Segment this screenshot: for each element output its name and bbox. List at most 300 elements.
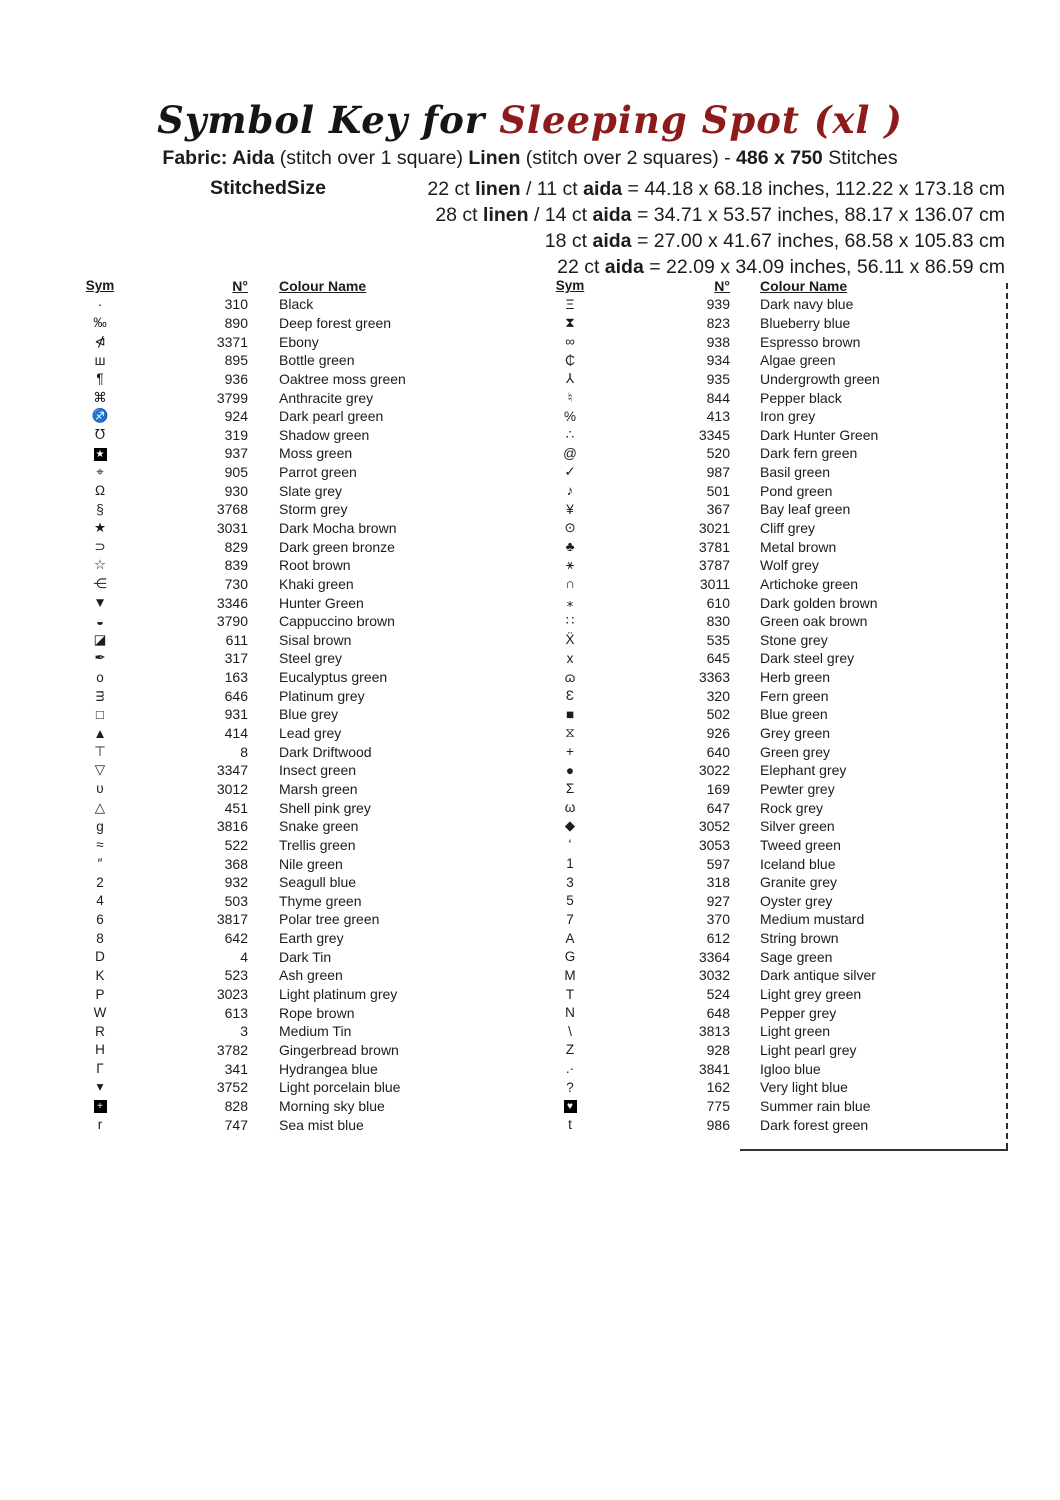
stitch-symbol: ⌖ (96, 464, 104, 480)
stitch-symbol: R (95, 1023, 105, 1039)
colour-name: Light pearl grey (760, 1041, 857, 1058)
thread-number: 523 (224, 967, 248, 984)
stitch-symbol: 2 (96, 874, 104, 890)
table-row (542, 929, 880, 948)
table-row (72, 612, 406, 631)
table-right-border (1006, 283, 1008, 1149)
table-row (542, 1022, 880, 1041)
table-row (72, 686, 406, 705)
stitch-symbol: · (97, 296, 103, 312)
thread-number: 4 (240, 948, 248, 965)
text-segment: linen (475, 178, 521, 200)
stitch-symbol: D (95, 949, 105, 965)
colour-name: Dark Hunter Green (760, 426, 879, 443)
stitch-symbol: H (95, 1042, 105, 1058)
colour-name: Green oak brown (760, 613, 868, 630)
stitched-size-label: StitchedSize (210, 177, 326, 199)
thread-number: 3347 (216, 762, 248, 779)
table-row (72, 537, 406, 556)
table-row (72, 910, 406, 929)
thread-number: 367 (706, 501, 730, 518)
thread-number: 932 (224, 874, 248, 891)
text-segment: linen (483, 204, 529, 226)
page-title-pattern-name: Sleeping Spot (xl ) (499, 98, 903, 142)
stitch-symbol: A (565, 930, 575, 946)
stitch-symbol: ∩ (565, 576, 575, 592)
thread-number: 3781 (698, 538, 730, 555)
colour-name: Shadow green (279, 426, 370, 443)
colour-name: Igloo blue (760, 1060, 821, 1077)
colour-name: Tweed green (760, 836, 841, 853)
thread-number: 935 (706, 370, 730, 387)
table-row (72, 388, 406, 407)
thread-number: 823 (706, 314, 730, 331)
colour-name: Fern green (760, 687, 829, 704)
table-rows-right (542, 295, 880, 1134)
table-row (542, 314, 880, 333)
stitch-symbol: 7 (566, 911, 574, 927)
table-row (72, 649, 406, 668)
colour-name: Stone grey (760, 631, 828, 648)
text-segment: 22 ct (557, 256, 605, 278)
thread-number: 3 (240, 1023, 248, 1040)
stitch-symbol: ᴟ (95, 688, 105, 704)
thread-number: 934 (706, 352, 730, 369)
stitched-size-lines (0, 176, 1005, 280)
thread-number: 3799 (216, 389, 248, 406)
colour-name: Cliff grey (760, 520, 815, 536)
stitch-symbol: □ (95, 706, 105, 722)
table-row (542, 1115, 880, 1134)
table-row (542, 873, 880, 892)
thread-number: 8 (240, 743, 248, 760)
stitch-symbol: Ẍ (565, 632, 575, 648)
table-row (542, 966, 880, 985)
thread-number: 320 (706, 687, 730, 704)
thread-number: 926 (706, 725, 730, 742)
text-segment: = 27.00 x 41.67 inches, 68.58 x 105.83 cm (631, 230, 1005, 252)
text-segment: 18 ct (544, 230, 593, 252)
text-segment: Stitches (822, 147, 898, 169)
thread-number: 924 (224, 408, 248, 425)
stitch-symbol: ⅄ (565, 370, 575, 386)
colour-name: Cappuccino brown (279, 613, 395, 630)
stitched-size-line (0, 202, 1005, 228)
text-segment: = 22.09 x 34.09 inches, 56.11 x 86.59 cm (643, 256, 1005, 278)
table-row (542, 985, 880, 1004)
stitch-symbol: Ξ (565, 296, 575, 312)
table-row (72, 463, 406, 482)
stitch-symbol: ♣ (565, 539, 575, 555)
stitch-symbol: ″ (97, 856, 103, 872)
colour-name: Deep forest green (279, 314, 392, 331)
table-row (542, 705, 880, 724)
table-row (72, 1022, 406, 1041)
thread-number: 310 (224, 296, 248, 313)
thread-number: 3768 (216, 501, 248, 518)
table-row (72, 519, 406, 538)
table-row (542, 351, 880, 370)
thread-number: 502 (706, 706, 730, 723)
stitch-symbol: P (95, 986, 105, 1002)
colour-name: Light porcelain blue (279, 1079, 401, 1096)
stitch-symbol: t (568, 1117, 572, 1132)
table-row (542, 631, 880, 650)
thread-number: 413 (706, 408, 730, 425)
colour-name: Sisal brown (279, 631, 352, 648)
table-row (542, 1003, 880, 1022)
stitch-symbol: ω (564, 800, 576, 816)
table-row (72, 407, 406, 426)
thread-number: 3752 (216, 1079, 248, 1096)
table-row (72, 724, 406, 743)
thread-number: 341 (224, 1060, 248, 1077)
header-sym: Sym (555, 278, 585, 293)
table-row (542, 370, 880, 389)
thread-number: 640 (706, 743, 730, 760)
thread-number: 319 (224, 426, 248, 443)
page-title (0, 98, 1060, 142)
thread-number: 535 (706, 631, 730, 648)
stitch-symbol-inverse: ★ (94, 448, 107, 461)
stitch-symbol: G (564, 949, 576, 965)
stitch-symbol: Ω (94, 483, 106, 499)
table-row (72, 500, 406, 519)
stitch-symbol (542, 1098, 598, 1113)
table-row (72, 1078, 406, 1097)
text-segment: (stitch over 2 squares) - (520, 147, 737, 169)
stitch-symbol: ₵ (565, 352, 575, 368)
stitch-symbol: ɷ (564, 669, 576, 685)
table-row (72, 836, 406, 855)
table-row (542, 593, 880, 612)
stitch-symbol: ☆ (93, 557, 107, 573)
stitch-symbol: Σ (565, 781, 575, 797)
stitch-symbol: W (93, 1005, 107, 1021)
table-row (72, 854, 406, 873)
table-row (542, 668, 880, 687)
table-row (542, 463, 880, 482)
stitch-symbol: ⋪ (94, 333, 106, 349)
table-row (72, 575, 406, 594)
thread-number: 522 (224, 836, 248, 853)
table-row (72, 314, 406, 333)
thread-number: 645 (706, 650, 730, 667)
colour-name: Pepper black (760, 389, 842, 406)
table-row (542, 854, 880, 873)
colour-name: Dark Tin (279, 948, 332, 965)
colour-name: Wolf grey (760, 557, 819, 574)
thread-number: 647 (706, 799, 730, 816)
colour-name: Marsh green (279, 780, 358, 797)
header-sym: Sym (85, 278, 115, 293)
colour-name: Undergrowth green (760, 370, 880, 387)
colour-name: Oyster grey (760, 892, 833, 909)
colour-name: Bottle green (279, 352, 355, 369)
thread-number: 3011 (699, 575, 730, 592)
stitch-symbol: ⁎ (566, 594, 574, 610)
table-row (72, 742, 406, 761)
colour-name: Thyme green (279, 892, 362, 909)
thread-number: 938 (706, 333, 730, 350)
table-row (542, 910, 880, 929)
table-row (542, 686, 880, 705)
thread-number: 3816 (216, 818, 248, 835)
stitch-symbol: ■ (565, 706, 575, 722)
thread-number: 890 (224, 314, 248, 331)
colour-name: Morning sky blue (279, 1097, 385, 1114)
stitch-symbol: ◒ (95, 613, 105, 629)
table-row (72, 370, 406, 389)
table-row (542, 519, 880, 538)
symbol-table-right (542, 276, 880, 1134)
header-name: Colour Name (760, 277, 848, 294)
stitch-symbol: ‘ (568, 837, 572, 853)
colour-name: Dark steel grey (760, 650, 855, 667)
stitch-symbol: ? (566, 1079, 574, 1095)
table-row (72, 761, 406, 780)
thread-number: 3031 (216, 520, 248, 536)
table-row (72, 425, 406, 444)
colour-name: String brown (760, 930, 839, 947)
stitch-symbol: 8 (96, 930, 104, 946)
colour-name: Sea mist blue (279, 1116, 364, 1133)
table-row (542, 724, 880, 743)
thread-number: 3032 (698, 967, 730, 984)
table-row (72, 1059, 406, 1078)
table-row (72, 985, 406, 1004)
text-segment: = 34.71 x 53.57 inches, 88.17 x 136.07 cm (631, 204, 1005, 226)
table-row (72, 444, 406, 463)
stitch-symbol: ᴜ (96, 781, 104, 797)
colour-name: Dark Driftwood (279, 743, 372, 760)
thread-number: 3053 (698, 836, 730, 853)
colour-name: Pond green (760, 482, 833, 499)
text-segment: 28 ct (435, 204, 484, 226)
thread-number: 3787 (698, 557, 730, 574)
colour-name: Trellis green (279, 836, 356, 853)
thread-number: 611 (225, 631, 248, 648)
stitch-symbol: ▾ (96, 1079, 104, 1095)
thread-number: 3782 (216, 1041, 248, 1058)
colour-name: Light platinum grey (279, 986, 398, 1003)
table-row (542, 742, 880, 761)
table-row (542, 947, 880, 966)
stitch-symbol: ∴ (565, 426, 575, 442)
stitch-symbol: ∞ (565, 334, 575, 350)
thread-number: 612 (706, 930, 730, 947)
stitch-symbol: ✒ (94, 650, 106, 666)
colour-name: Seagull blue (279, 874, 357, 891)
table-row (72, 481, 406, 500)
text-segment: (stitch over 1 square) (274, 147, 469, 169)
header-num: N° (232, 277, 248, 294)
stitch-symbol: ≈ (96, 837, 104, 853)
stitch-symbol: T (565, 986, 575, 1002)
stitch-symbol: ℧ (94, 426, 106, 442)
colour-name: Insect green (279, 762, 357, 779)
header-num: N° (714, 277, 730, 294)
table-row (72, 1115, 406, 1134)
colour-name: Hunter Green (279, 594, 364, 611)
colour-name: Medium Tin (279, 1023, 352, 1040)
table-row (542, 892, 880, 911)
stitch-symbol: ▲ (93, 725, 107, 741)
thread-number: 3346 (216, 594, 248, 611)
colour-name: Polar tree green (279, 911, 380, 928)
stitch-symbol: 5 (566, 893, 574, 909)
table-row (72, 556, 406, 575)
colour-name: Pewter grey (760, 780, 835, 797)
table-bottom-border (740, 1149, 1008, 1151)
table-rows-left (72, 295, 406, 1134)
colour-name: Anthracite grey (279, 389, 374, 406)
stitched-size-block (0, 176, 1005, 280)
thread-number: 3364 (698, 948, 730, 965)
thread-number: 3817 (216, 911, 248, 928)
table-row (72, 1041, 406, 1060)
colour-name: Basil green (760, 464, 831, 481)
stitch-symbol-inverse: ♥ (564, 1100, 577, 1113)
table-row (542, 295, 880, 314)
colour-name: Metal brown (760, 538, 837, 555)
thread-number: 610 (706, 594, 730, 611)
stitch-symbol: ¶ (96, 371, 104, 387)
table-header-row (542, 276, 880, 295)
thread-number: 3022 (698, 762, 730, 779)
thread-number: 844 (706, 389, 730, 406)
table-row (542, 332, 880, 351)
header-name: Colour Name (279, 277, 367, 294)
stitch-symbol: .· (565, 1061, 575, 1077)
stitch-symbol: + (566, 744, 574, 760)
colour-name: Pepper grey (760, 1004, 837, 1021)
colour-name: Dark navy blue (760, 296, 854, 313)
thread-number: 648 (706, 1004, 730, 1021)
table-row (72, 780, 406, 799)
colour-name: Artichoke green (760, 575, 859, 592)
colour-name: Granite grey (760, 874, 838, 891)
thread-number: 3813 (698, 1023, 730, 1040)
stitch-symbol: o (96, 669, 104, 685)
text-segment: / 14 ct (528, 204, 593, 226)
thread-number: 368 (224, 855, 248, 872)
stitch-symbol: ⊃ (94, 538, 106, 554)
stitch-symbol: ♮ (567, 389, 573, 405)
colour-name: Bay leaf green (760, 501, 851, 518)
colour-name: Ebony (279, 333, 319, 350)
thread-number: 3841 (698, 1060, 730, 1077)
table-row (72, 966, 406, 985)
table-row (542, 798, 880, 817)
colour-name: Algae green (760, 352, 836, 369)
colour-name: Iron grey (760, 408, 816, 425)
stitch-symbol: ✓ (564, 464, 576, 480)
table-row (542, 780, 880, 799)
colour-name: Medium mustard (760, 911, 865, 928)
table-row (72, 593, 406, 612)
colour-name: Dark fern green (760, 445, 858, 462)
table-row (72, 1097, 406, 1116)
colour-name: Dark Mocha brown (279, 520, 397, 536)
stitch-symbol: ⚹ (565, 557, 575, 573)
table-row (72, 351, 406, 370)
stitch-symbol: 6 (96, 911, 104, 927)
table-row (542, 1097, 880, 1116)
thread-number: 987 (706, 464, 730, 481)
colour-name: Snake green (279, 818, 359, 835)
table-row (542, 1059, 880, 1078)
colour-name: Steel grey (279, 650, 343, 667)
table-row (542, 612, 880, 631)
colour-name: Platinum grey (279, 687, 365, 704)
thread-number: 939 (706, 296, 730, 313)
text-segment: / 11 ct (520, 178, 584, 200)
stitch-symbol: ★ (93, 520, 107, 535)
colour-name: Oaktree moss green (279, 370, 406, 387)
stitched-size-line (0, 228, 1005, 254)
thread-number: 613 (224, 1004, 248, 1021)
table-row (542, 388, 880, 407)
symbol-table-left (72, 276, 406, 1134)
stitch-symbol: ▼ (93, 595, 107, 611)
text-segment: aida (592, 204, 632, 226)
stitch-symbol: ◪ (93, 631, 107, 647)
thread-number: 3790 (216, 613, 248, 630)
stitch-symbol: 3 (566, 874, 574, 890)
table-row (72, 873, 406, 892)
colour-name: Herb green (760, 669, 831, 686)
stitch-symbol: ⊤ (94, 743, 106, 759)
stitch-symbol: ⋲ (93, 575, 107, 591)
thread-number: 317 (224, 650, 248, 667)
table-row (72, 668, 406, 687)
table-row (542, 425, 880, 444)
thread-number: 936 (224, 370, 248, 387)
thread-number: 937 (224, 445, 248, 462)
colour-name: Black (279, 296, 314, 313)
stitch-symbol: ● (565, 762, 575, 778)
thread-number: 3363 (698, 669, 730, 686)
table-row (542, 500, 880, 519)
colour-name: Elephant grey (760, 762, 847, 779)
colour-name: Dark pearl green (279, 408, 384, 425)
thread-number: 986 (706, 1116, 730, 1133)
colour-name: Blueberry blue (760, 314, 851, 331)
stitched-size-line (0, 176, 1005, 202)
stitch-symbol-inverse: + (94, 1100, 107, 1113)
table-row (542, 444, 880, 463)
colour-name: Blue green (760, 706, 828, 723)
stitch-symbol: ‰ (93, 315, 107, 331)
colour-name: Very light blue (760, 1079, 848, 1096)
table-row (542, 575, 880, 594)
colour-name: Silver green (760, 818, 835, 835)
stitch-symbol: Z (565, 1042, 575, 1058)
stitch-symbol: △ (94, 799, 106, 815)
colour-name: Eucalyptus green (279, 669, 388, 686)
text-segment: Linen (468, 147, 521, 169)
table-row (72, 1003, 406, 1022)
text-segment: aida (592, 230, 632, 252)
table-row (542, 761, 880, 780)
table-row (72, 947, 406, 966)
colour-name: Summer rain blue (760, 1097, 871, 1114)
stitch-symbol: K (95, 967, 105, 983)
stitch-symbol: % (563, 408, 576, 424)
thread-number: 370 (706, 911, 730, 928)
stitch-symbol: 4 (96, 893, 104, 909)
